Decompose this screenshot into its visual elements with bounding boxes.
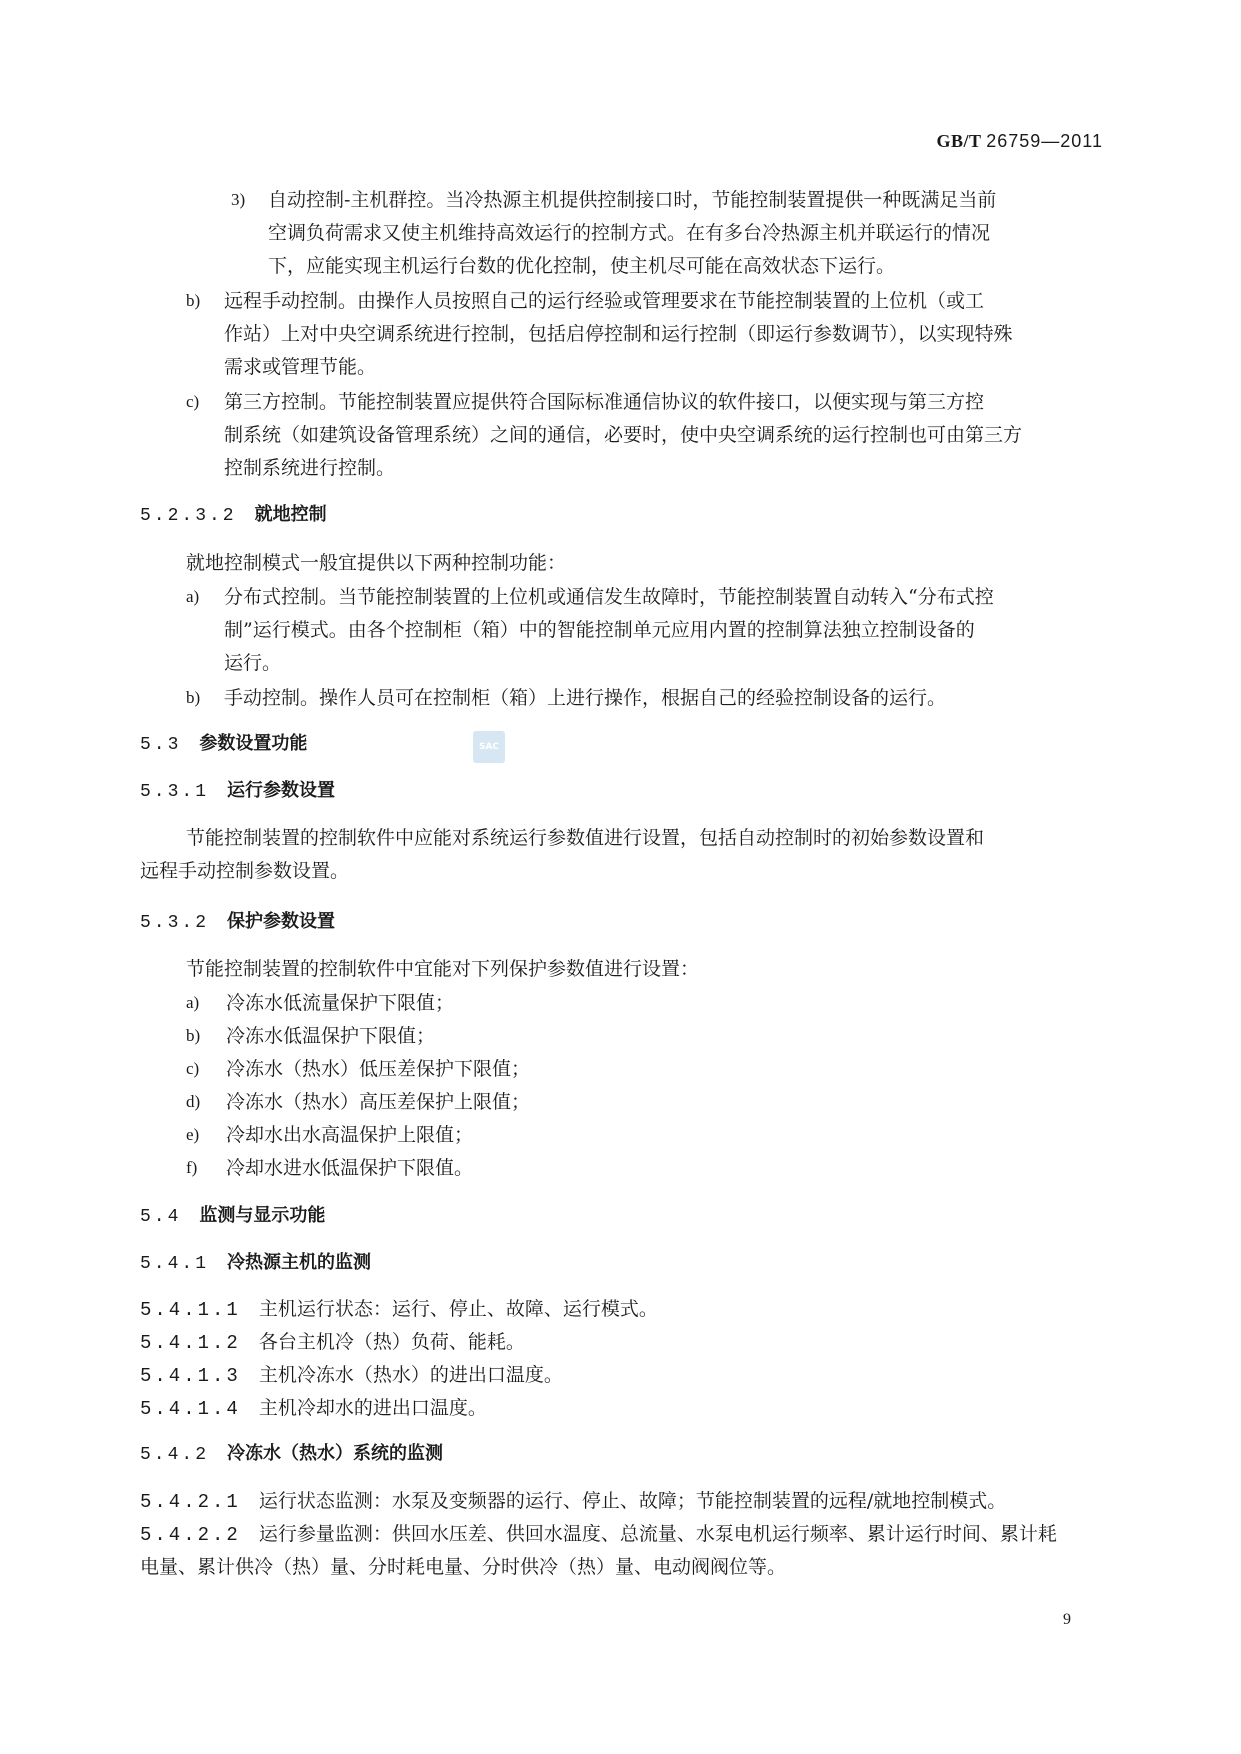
list-item: 冷冻水低温保护下限值； (226, 1025, 436, 1047)
section-heading-5-3-2: 5.3.2 保护参数设置 (140, 911, 336, 933)
list-marker: f) (186, 1158, 198, 1177)
paragraph: 就地控制模式一般宜提供以下两种控制功能： (186, 552, 567, 574)
list-marker: d) (186, 1092, 201, 1111)
list-marker: b) (186, 1026, 201, 1045)
text-line: 远程手动控制。由操作人员按照自己的运行经验或管理要求在节能控制装置的上位机（或工 (224, 290, 985, 312)
list-marker: c) (186, 1059, 200, 1078)
list-marker: 3) (231, 190, 246, 209)
list-marker: a) (186, 993, 200, 1012)
text-line: 分布式控制。当节能控制装置的上位机或通信发生故障时，节能控制装置自动转入“分布式控 (224, 586, 994, 608)
page-number: 9 (1063, 1611, 1071, 1628)
clause-5-4-1-2: 5.4.1.2 各台主机冷（热）负荷、能耗。 (140, 1331, 525, 1354)
list-item: 冷却水进水低温保护下限值。 (226, 1157, 474, 1179)
text-line: 电量、累计供冷（热）量、分时耗电量、分时供冷（热）量、电动阀阀位等。 (140, 1556, 787, 1578)
section-heading-5-2-3-2: 5.2.3.2 就地控制 (140, 504, 327, 526)
section-heading-5-4-2: 5.4.2 冷冻水（热水）系统的监测 (140, 1443, 444, 1465)
paragraph: 节能控制装置的控制软件中宜能对下列保护参数值进行设置： (186, 958, 700, 980)
text-line: 第三方控制。节能控制装置应提供符合国际标准通信协议的软件接口，以便实现与第三方控 (224, 391, 985, 413)
text-line: 下，应能实现主机运行台数的优化控制，使主机尽可能在高效状态下运行。 (268, 255, 896, 277)
text-line: 需求或管理节能。 (224, 356, 377, 378)
text-line: 自动控制-主机群控。当冷热源主机提供控制接口时，节能控制装置提供一种既满足当前 (268, 189, 997, 211)
list-item: 冷冻水（热水）高压差保护上限值； (226, 1091, 531, 1113)
clause-5-4-1-1: 5.4.1.1 主机运行状态：运行、停止、故障、运行模式。 (140, 1298, 658, 1321)
text-line: 远程手动控制参数设置。 (140, 860, 350, 882)
list-marker: b) (186, 291, 201, 310)
list-item: 冷冻水（热水）低压差保护下限值； (226, 1058, 531, 1080)
sac-watermark-logo: SAC (473, 731, 505, 763)
section-heading-5-4: 5.4 监测与显示功能 (140, 1205, 326, 1227)
list-item: 冷却水出水高温保护上限值； (226, 1124, 474, 1146)
section-heading-5-4-1: 5.4.1 冷热源主机的监测 (140, 1252, 372, 1274)
list-item: 冷冻水低流量保护下限值； (226, 992, 455, 1014)
standard-number: 26759—2011 (986, 131, 1103, 151)
standard-code: GB/T (936, 131, 982, 151)
list-marker: b) (186, 688, 201, 707)
standard-header (937, 131, 1103, 152)
section-heading-5-3: 5.3 参数设置功能 (140, 733, 308, 755)
list-marker: a) (186, 587, 200, 606)
text-line: 作站）上对中央空调系统进行控制，包括启停控制和运行控制（即运行参数调节），以实现特殊 (224, 323, 1013, 345)
list-marker: c) (186, 392, 200, 411)
text-line: 节能控制装置的控制软件中应能对系统运行参数值进行设置，包括自动控制时的初始参数设置和 (186, 827, 985, 849)
text-line: 手动控制。操作人员可在控制柜（箱）上进行操作，根据自己的经验控制设备的运行。 (224, 687, 947, 709)
text-line: 空调负荷需求又使主机维持高效运行的控制方式。在有多台冷热源主机并联运行的情况 (268, 222, 991, 244)
list-marker: e) (186, 1125, 200, 1144)
clause-5-4-2-1: 5.4.2.1 运行状态监测：水泵及变频器的运行、停止、故障；节能控制装置的远程/就地控制模式。 (140, 1490, 1007, 1513)
clause-5-4-1-4: 5.4.1.4 主机冷却水的进出口温度。 (140, 1397, 487, 1420)
text-line: 制系统（如建筑设备管理系统）之间的通信，必要时，使中央空调系统的运行控制也可由第三方 (224, 424, 1023, 446)
text-line: 制”运行模式。由各个控制柜（箱）中的智能控制单元应用内置的控制算法独立控制设备的 (224, 619, 975, 641)
section-heading-5-3-1: 5.3.1 运行参数设置 (140, 780, 336, 802)
text-line: 控制系统进行控制。 (224, 457, 396, 479)
clause-5-4-1-3: 5.4.1.3 主机冷冻水（热水）的进出口温度。 (140, 1364, 563, 1387)
clause-5-4-2-2: 5.4.2.2 运行参量监测：供回水压差、供回水温度、总流量、水泵电机运行频率、累计运行时间、累计耗 (140, 1523, 1057, 1546)
text-line: 运行。 (224, 652, 282, 674)
